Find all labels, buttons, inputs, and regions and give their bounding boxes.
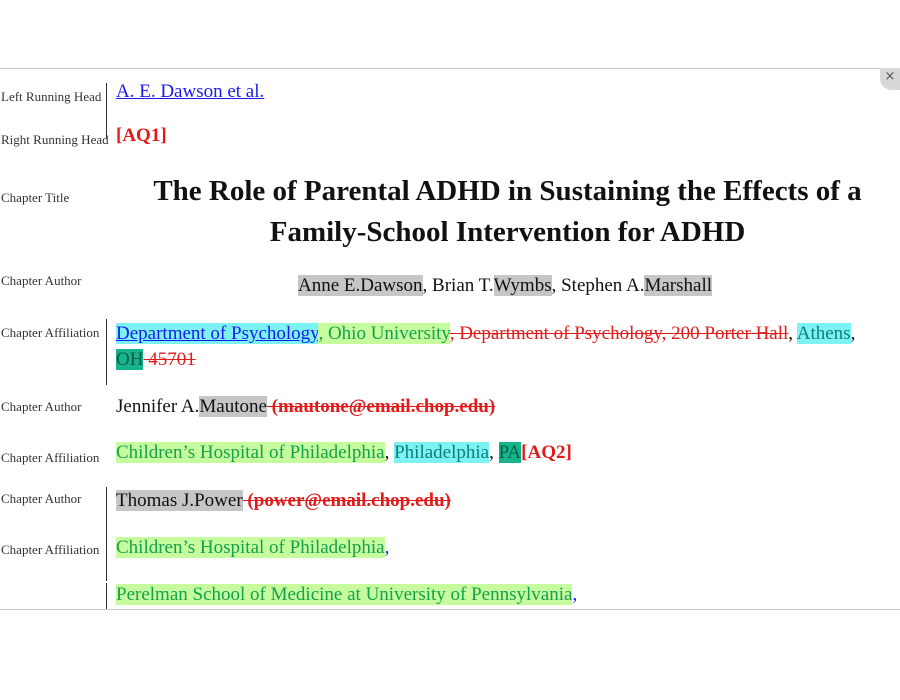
field-divider <box>106 319 107 385</box>
author-family-name: Marshall <box>644 275 713 296</box>
deleted-zip-code: 45701 <box>143 349 196 370</box>
affiliation-organization: Children’s Hospital of Philadelphia <box>116 537 385 558</box>
affiliation-organization: Perelman School of Medicine at University of Pennsylvania <box>116 584 573 605</box>
author-family-name: Wymbs <box>493 275 552 296</box>
affiliation-separator: , <box>788 323 797 344</box>
author-query-aq2[interactable]: [AQ2] <box>521 442 572 463</box>
chapter-affiliation-label-2: Chapter Affiliation <box>1 450 100 465</box>
deleted-email: (mautone@email.chop.edu) <box>266 396 496 417</box>
field-divider <box>106 487 107 581</box>
affiliation-1 <box>116 321 900 373</box>
author-family-name: Power <box>194 490 243 511</box>
affiliation-4 <box>116 584 577 606</box>
affiliation-organization: Children’s Hospital of Philadelphia <box>116 442 385 463</box>
left-running-head-label: Left Running Head <box>1 89 102 104</box>
chapter-title-line-1: The Role of Parental ADHD in Sustaining the Effects of a <box>153 175 862 207</box>
affiliation-organization: Ohio University <box>327 323 450 344</box>
author-2 <box>116 396 495 418</box>
close-icon[interactable]: × <box>880 68 900 90</box>
affiliation-state: PA <box>498 442 522 463</box>
author-family-name: Dawson <box>360 275 423 296</box>
authors-line <box>298 275 712 297</box>
affiliation-3 <box>116 537 389 559</box>
affiliation-separator: , <box>384 537 390 558</box>
author-given-name: Stephen A. <box>561 275 645 296</box>
affiliation-city: Philadelphia <box>394 442 490 463</box>
field-divider <box>106 83 107 139</box>
affiliation-state: OH <box>116 349 144 370</box>
author-given-name: Jennifer A. <box>116 396 200 417</box>
chapter-author-label-3: Chapter Author <box>1 491 82 506</box>
chapter-affiliation-label-3: Chapter Affiliation <box>1 542 100 557</box>
document-panel <box>0 68 900 610</box>
affiliation-department-link[interactable]: Department of Psychology <box>116 323 319 344</box>
affiliation-separator: , <box>318 323 328 344</box>
chapter-author-label-2: Chapter Author <box>1 399 82 414</box>
chapter-title-label: Chapter Title <box>1 190 70 205</box>
chapter-affiliation-label-1: Chapter Affiliation <box>1 325 100 340</box>
deleted-department-text: , Department of Psychology, 200 Porter Hall <box>449 323 789 344</box>
author-separator: , <box>422 275 433 296</box>
author-separator: , <box>551 275 562 296</box>
left-running-head-link[interactable]: A. E. Dawson et al. <box>116 81 265 102</box>
author-3 <box>116 490 451 512</box>
author-family-name: Mautone <box>199 396 267 417</box>
affiliation-2 <box>116 442 572 464</box>
author-given-name: Brian T. <box>432 275 494 296</box>
affiliation-separator: , <box>384 442 395 463</box>
chapter-title <box>100 171 900 253</box>
right-running-head-label: Right Running Head <box>1 132 109 147</box>
affiliation-separator: , <box>489 442 499 463</box>
affiliation-city: Athens <box>796 323 851 344</box>
chapter-title-line-2: Family-School Intervention for ADHD <box>269 216 746 248</box>
author-given-name: Anne E. <box>298 275 361 296</box>
affiliation-separator: , <box>850 323 856 344</box>
author-query-aq1[interactable]: [AQ1] <box>116 125 167 146</box>
right-running-head-value <box>116 125 167 147</box>
left-running-head-value <box>116 81 264 103</box>
field-divider <box>106 583 107 610</box>
author-given-name: Thomas J. <box>116 490 195 511</box>
chapter-author-label-1: Chapter Author <box>1 273 82 288</box>
affiliation-separator: , <box>572 584 578 605</box>
deleted-email: (power@email.chop.edu) <box>242 490 451 511</box>
